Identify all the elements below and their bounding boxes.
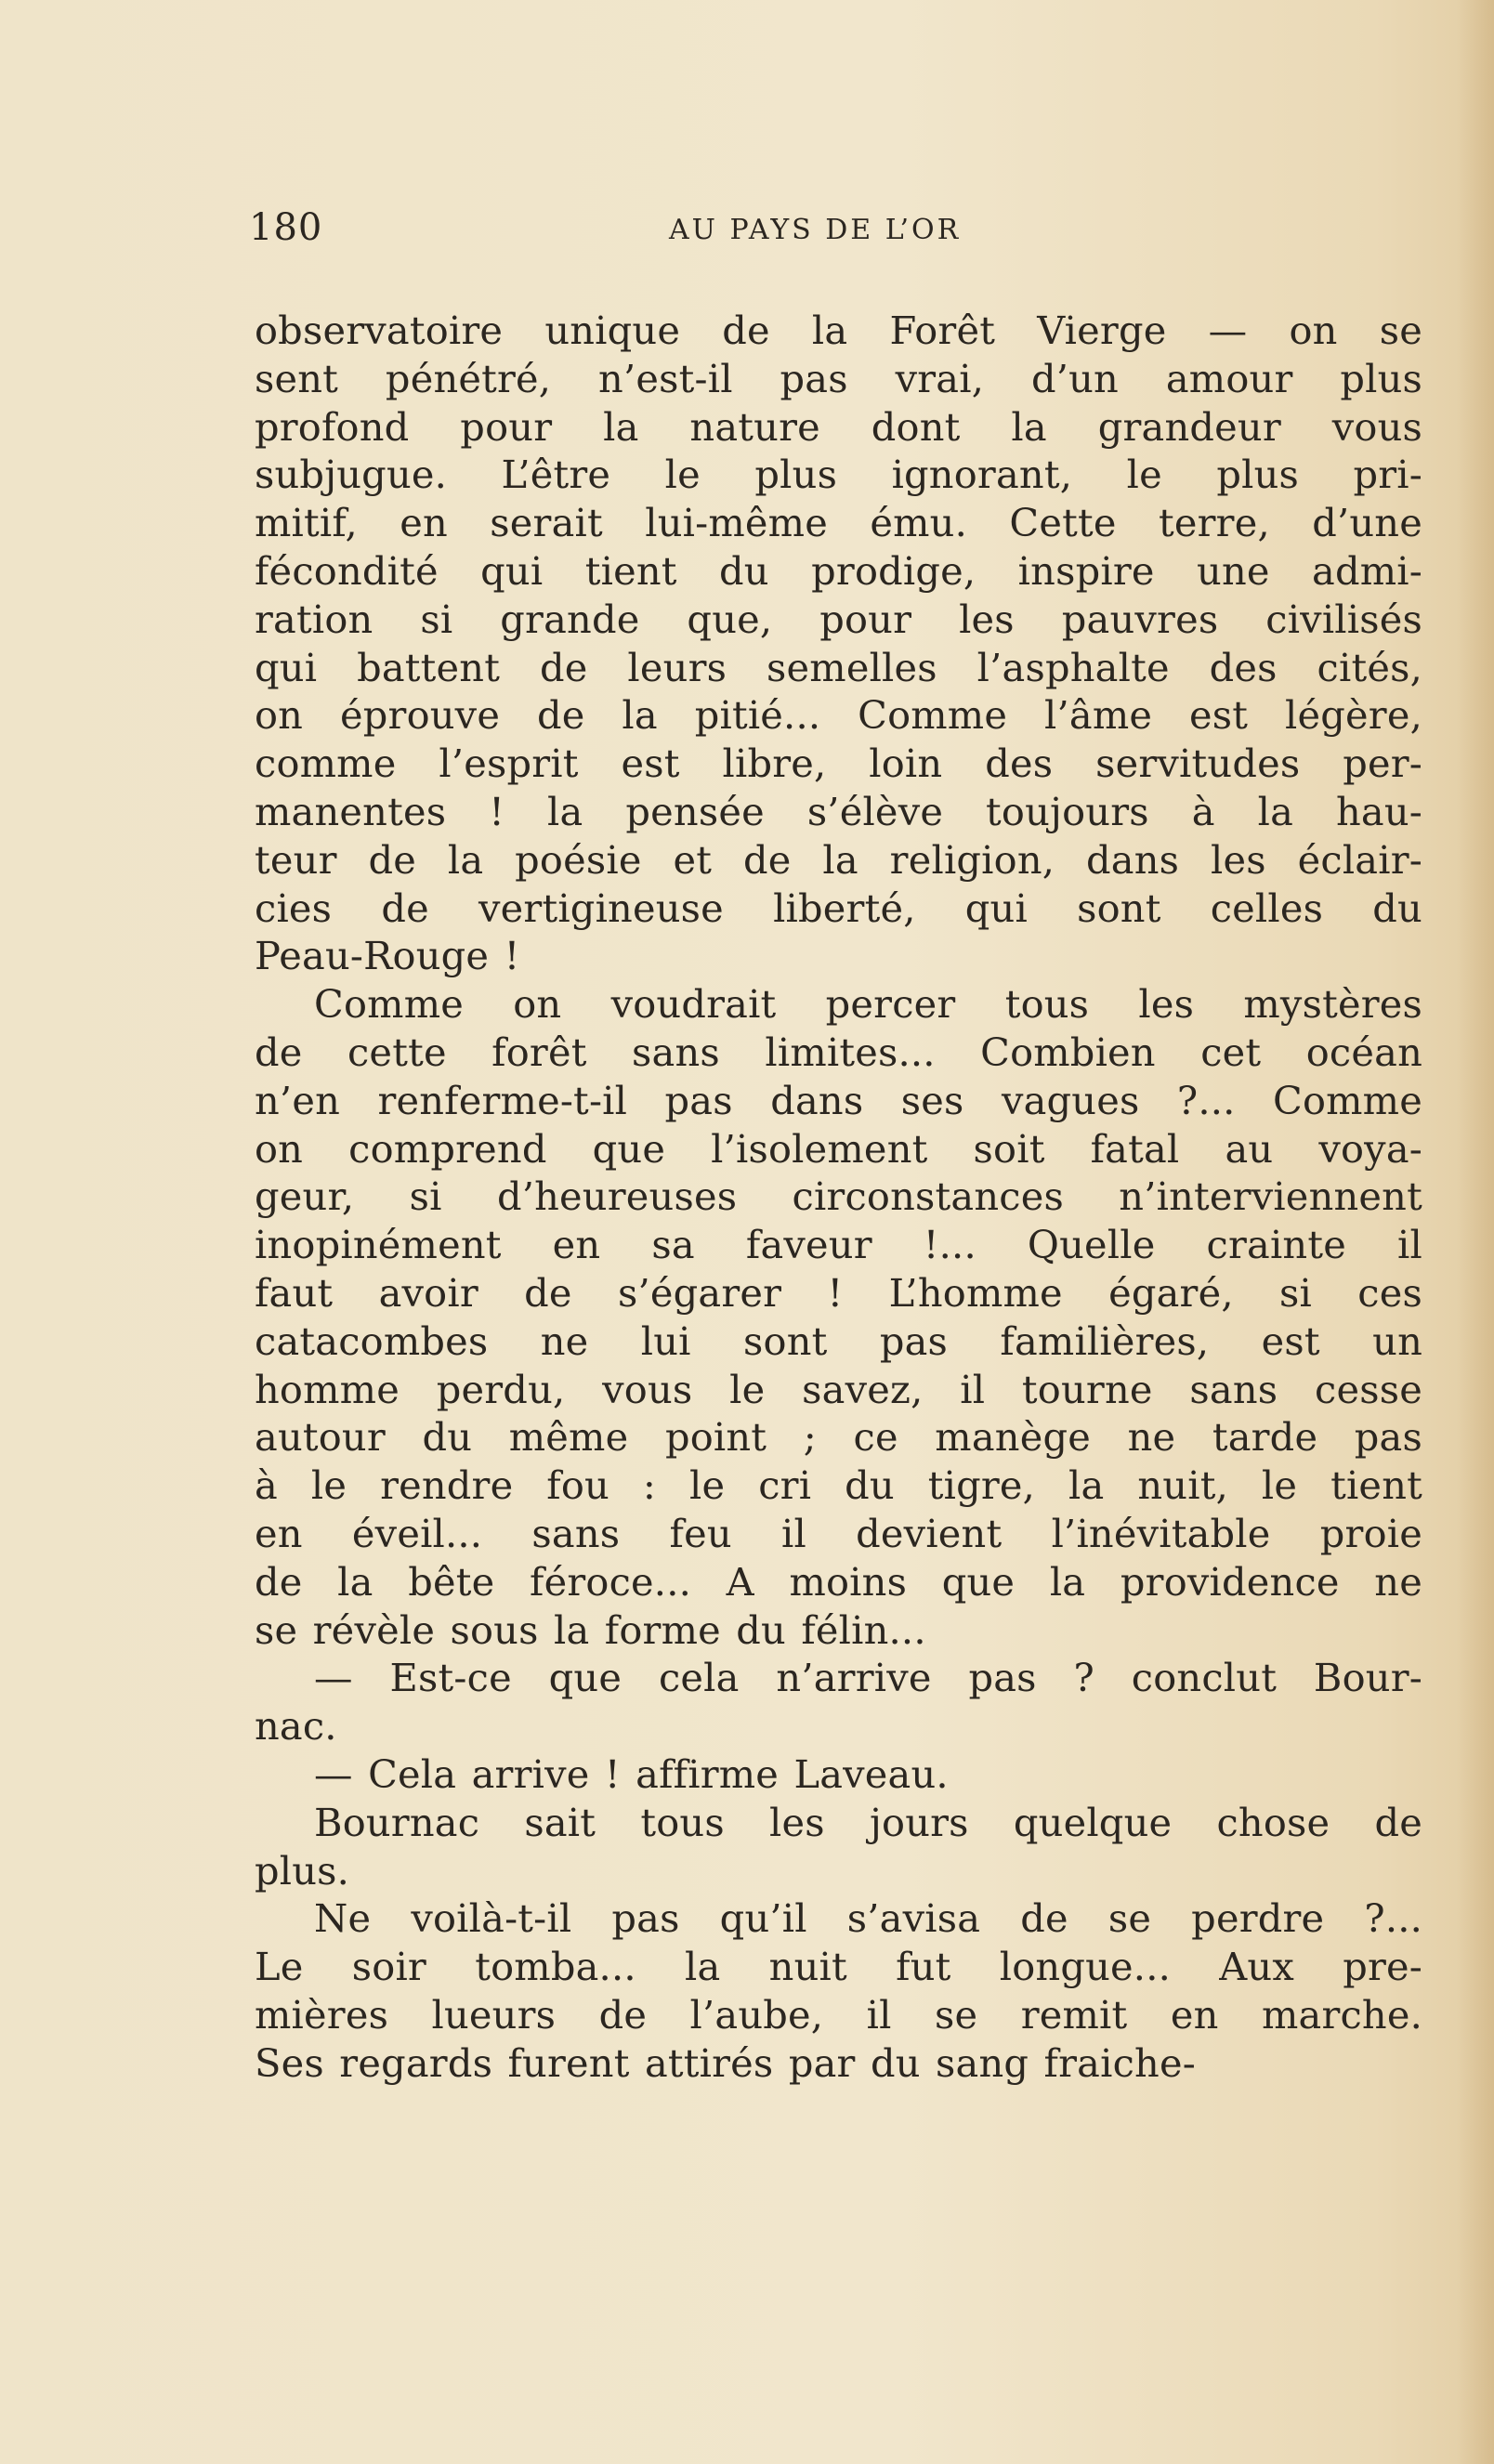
paragraph — [255, 1894, 1422, 2087]
paragraph — [255, 1654, 1422, 1750]
text-line: — Est-ce que cela n’arrive pas ? conclut Bour- — [314, 1655, 1422, 1701]
text-line: Comme on voudrait percer tous les mystères — [314, 981, 1422, 1028]
text-line: Ne voilà-t-il pas qu’il s’avisa de se perdre ?... — [314, 1895, 1422, 1942]
text-line: inopinément en sa faveur !... Quelle crainte il — [255, 1222, 1422, 1268]
text-line: observatoire unique de la Forêt Vierge — on se — [255, 308, 1422, 353]
paragraph — [255, 980, 1422, 1654]
text-line: de cette forêt sans limites... Combien cet océan — [255, 1029, 1422, 1075]
paragraph — [255, 307, 1422, 980]
text-line: en éveil... sans feu il devient l’inévitable proie — [255, 1510, 1422, 1556]
text-line: n’en renferme-t-il pas dans ses vagues ?... Comme — [255, 1077, 1422, 1123]
text-line: plus. — [255, 1847, 350, 1894]
text-line: Peau-Rouge ! — [255, 933, 520, 979]
text-line: faut avoir de s’égarer ! L’homme égaré, si ces — [255, 1269, 1422, 1316]
body-text — [255, 307, 1422, 2087]
text-line: manentes ! la pensée s’élève toujours à la hau- — [255, 788, 1422, 834]
text-line: catacombes ne lui sont pas familières, est un — [255, 1317, 1422, 1364]
text-line: sent pénétré, n’est-il pas vrai, d’un amour plus — [255, 355, 1422, 401]
text-line: — Cela arrive ! affirme Laveau. — [314, 1750, 949, 1797]
text-line: profond pour la nature dont la grandeur vous — [255, 403, 1422, 450]
paragraph — [255, 1799, 1422, 1895]
text-line: nac. — [255, 1703, 337, 1750]
text-line: homme perdu, vous le savez, il tourne sans cesse — [255, 1366, 1422, 1412]
page-number: 180 — [249, 206, 323, 249]
text-line: de la bête féroce... A moins que la providence ne — [255, 1558, 1422, 1605]
text-line: geur, si d’heureuses circonstances n’interviennent — [255, 1173, 1422, 1220]
text-line: subjugue. L’être le plus ignorant, le plus pri- — [255, 452, 1422, 498]
text-line: fécondité qui tient du prodige, inspire une admi- — [255, 547, 1422, 594]
text-line: teur de la poésie et de la religion, dans les éclair- — [255, 836, 1422, 883]
text-line: on éprouve de la pitié... Comme l’âme est légère, — [255, 692, 1422, 739]
text-line: qui battent de leurs semelles l’asphalte des cités, — [255, 644, 1422, 690]
text-line: on comprend que l’isolement soit fatal au voya- — [255, 1125, 1422, 1172]
text-line: Ses regards furent attirés par du sang fraiche- — [255, 2039, 1196, 2086]
text-line: ration si grande que, pour les pauvres civilisés — [255, 596, 1422, 642]
text-line: comme l’esprit est libre, loin des servitudes per- — [255, 741, 1422, 787]
text-line: à le rendre fou : le cri du tigre, la nuit, le tient — [255, 1462, 1422, 1509]
paragraph — [255, 1750, 1422, 1799]
running-title: AU PAYS DE L’OR — [669, 214, 962, 246]
text-line: Le soir tomba... la nuit fut longue... Aux pre- — [255, 1944, 1422, 1990]
text-line: se révèle sous la forme du félin... — [255, 1606, 926, 1653]
text-line: Bournac sait tous les jours quelque chose de — [314, 1799, 1422, 1845]
text-line: autour du même point ; ce manège ne tarde pas — [255, 1414, 1422, 1461]
text-line: mières lueurs de l’aube, il se remit en marche. — [255, 1991, 1422, 2038]
page-header — [249, 206, 1422, 262]
text-line: mitif, en serait lui-même ému. Cette terre, d’une — [255, 500, 1422, 546]
text-line: cies de vertigineuse liberté, qui sont celles du — [255, 885, 1422, 931]
